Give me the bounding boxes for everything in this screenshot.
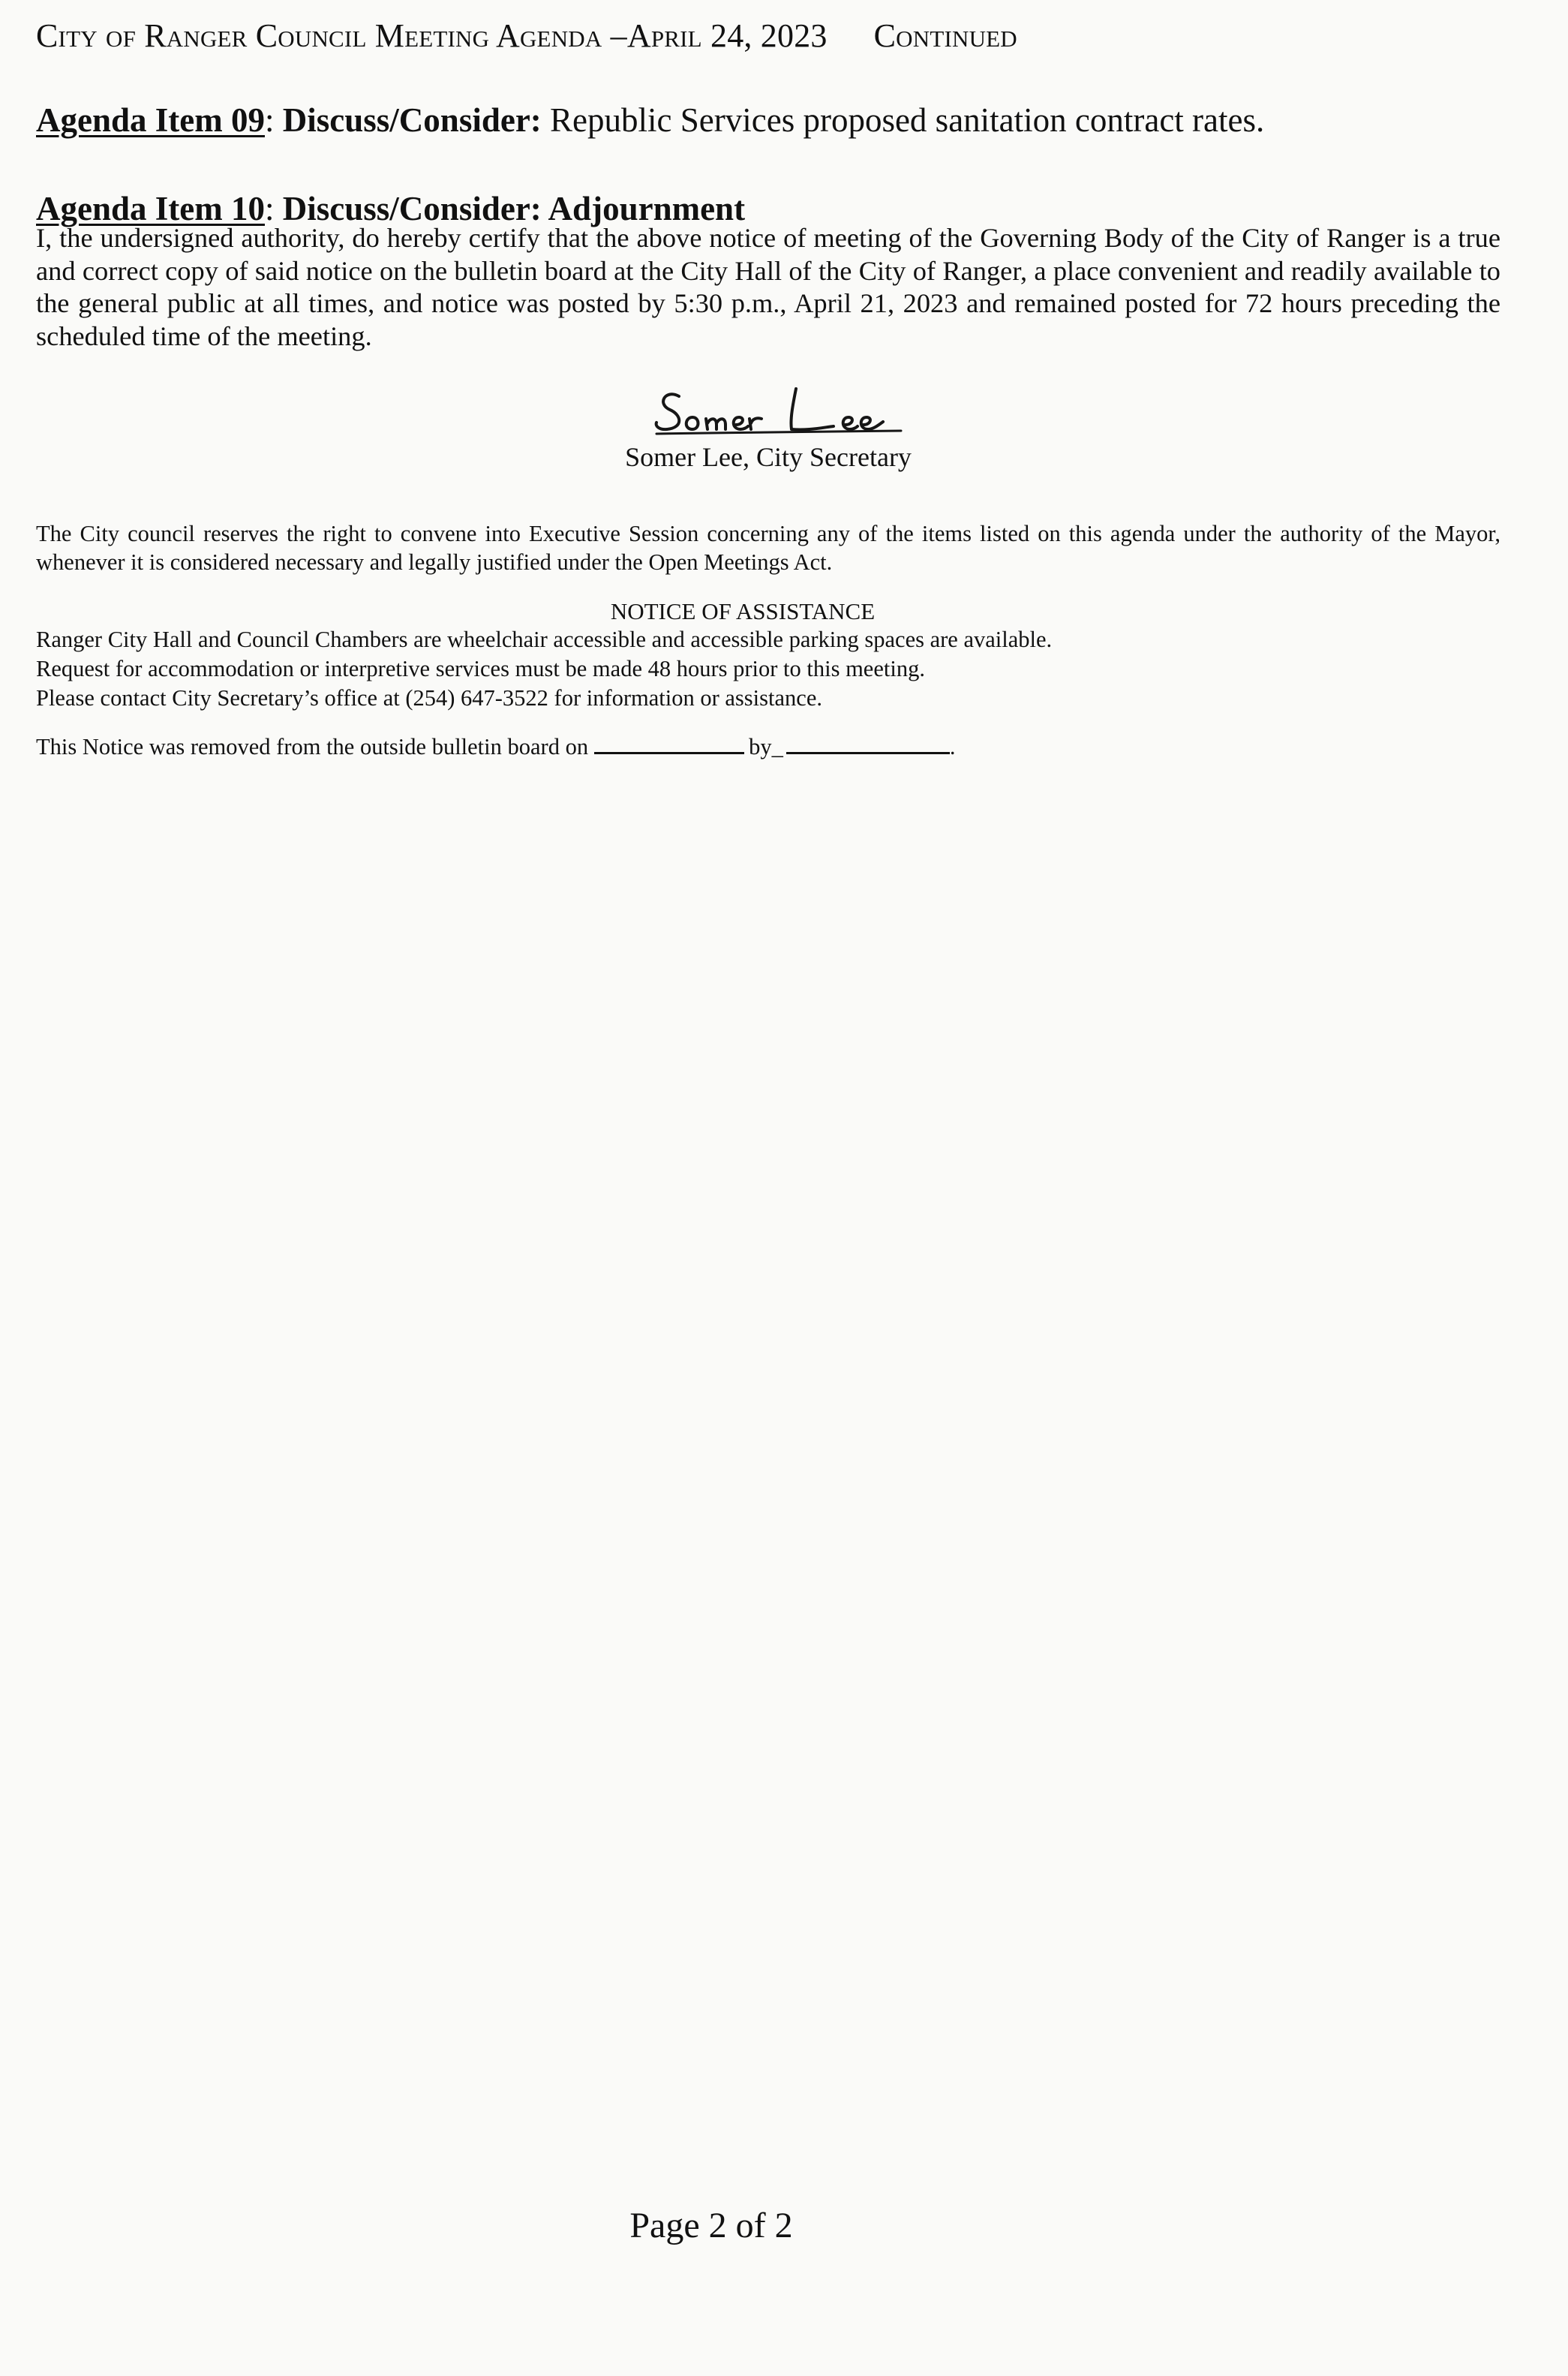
certification-paragraph: I, the undersigned authority, do hereby certify that the above notice of meeting of the Governing Body of the City of Ranger is a true and correct copy of said notice on the bulletin board at the City Hall of the City of Ranger, a place convenient and readily available to the general public at all times, and notice was posted by 5:30 p.m., April 21, 2023 and remained posted for 72 hours preceding the scheduled time of the meeting. — [36, 223, 1500, 351]
signature-caption: Somer Lee, City Secretary — [625, 442, 912, 472]
header-continued: Continued — [873, 17, 1017, 54]
agenda-item-10-label: Agenda Item 10 — [36, 190, 265, 227]
handwritten-signature — [0, 381, 1568, 445]
agenda-item-09-action: Discuss/Consider: — [282, 101, 542, 139]
removal-notice — [36, 732, 955, 760]
agenda-item-10-action: Discuss/Consider: Adjournment — [282, 190, 746, 227]
executive-session-paragraph: The City council reserves the right to convene into Executive Session concerning any of the items listed on this agenda under the authority of the Mayor, whenever it is considered necessary and legally justified under the Open Meetings Act. — [36, 521, 1500, 575]
agenda-item-09-separator: : — [264, 101, 283, 139]
notice-line: Ranger City Hall and Council Chambers are wheelchair accessible and accessible parking spaces are available. — [36, 627, 1053, 652]
removal-prefix: This Notice was removed from the outside bulletin board on — [36, 734, 589, 759]
removal-name-blank — [786, 732, 950, 754]
agenda-item-09-text: Republic Services proposed sanitation contract rates. — [541, 101, 1265, 139]
agenda-item-10-separator: : — [264, 190, 283, 227]
header-title: City of Ranger Council Meeting Agenda –April 24, 2023 — [36, 17, 828, 54]
agenda-item-09-label: Agenda Item 09 — [36, 101, 265, 139]
page-header — [36, 17, 1017, 55]
notice-of-assistance-title: NOTICE OF ASSISTANCE — [610, 598, 876, 624]
removal-by: by_ — [749, 734, 783, 759]
notice-line: Request for accommodation or interpretive services must be made 48 hours prior to this meeting. — [36, 656, 925, 681]
signature-image — [649, 381, 919, 441]
removal-date-blank — [594, 732, 744, 754]
page-number: Page 2 of 2 — [629, 2206, 793, 2245]
notice-line: Please contact City Secretary’s office at (254) 647-3522 for information or assistance. — [36, 685, 822, 711]
agenda-item-09 — [36, 101, 1264, 140]
removal-end: . — [949, 734, 956, 759]
